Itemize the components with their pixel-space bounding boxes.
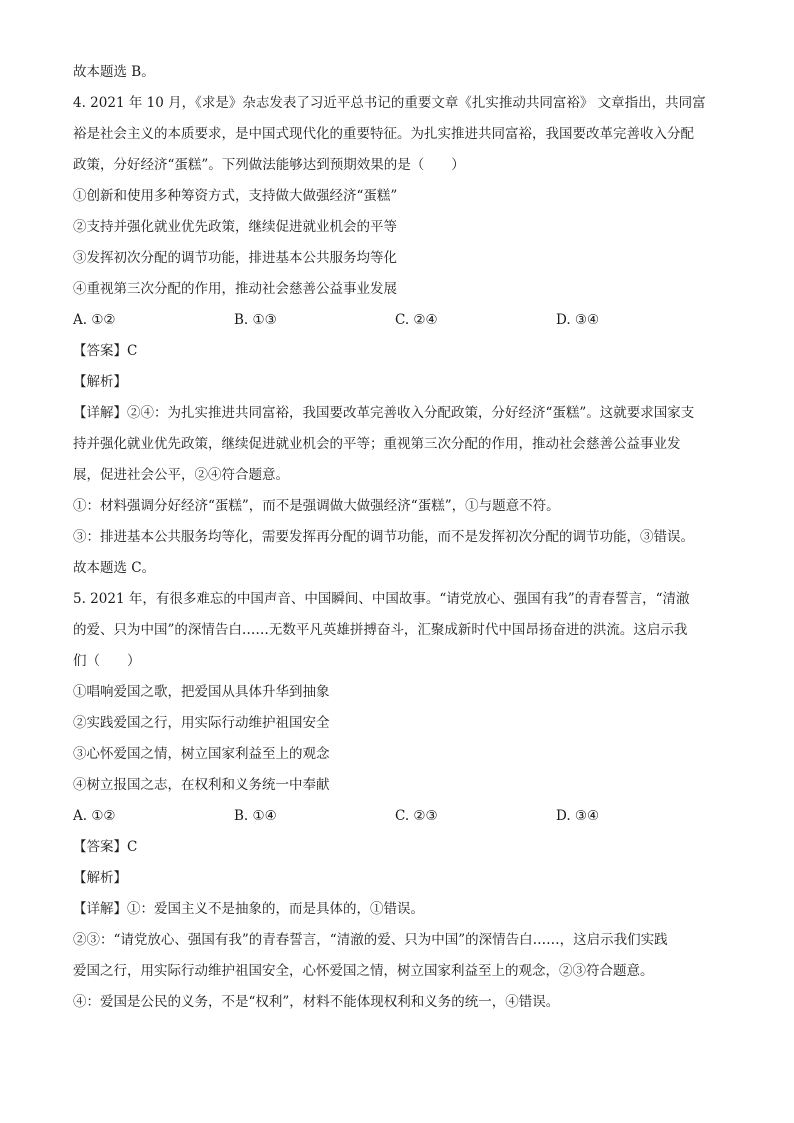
q4-stem-line: 裕是社会主义的本质要求，是中国式现代化的重要特征。为扎实推进共同富裕，我国要改革完善收入分配 — [73, 126, 694, 142]
q5-option-c: C. ②③ — [395, 808, 438, 824]
question-4 — [73, 93, 733, 578]
q5-detail-line: 爱国之行，用实际行动维护祖国安全，心怀爱国之情，树立国家利益至上的观念，②③符合题意。 — [73, 963, 654, 979]
q5-option-b: B. ①④ — [234, 808, 277, 824]
q5-stem-line: 5. 2021 年，有很多难忘的中国声音、中国瞬间、中国故事。“请党放心、强国有我”的青春誓言，“清澈 — [73, 591, 690, 607]
q4-option-b: B. ①③ — [234, 312, 277, 328]
q4-detail-line: ①：材料强调分好经济“蛋糕”，而不是强调做大做强经济“蛋糕”，①与题意不符。 — [73, 498, 560, 514]
q4-detail-line: 【详解】②④：为扎实推进共同富裕，我国要改革完善收入分配政策，分好经济“蛋糕”。这就要求国家支 — [73, 405, 695, 421]
exam-page — [73, 62, 733, 1023]
q4-statement: ③发挥初次分配的调节功能，排进基本公共服务均等化 — [73, 250, 397, 266]
q4-answer: 【答案】C — [73, 343, 138, 359]
q5-detail-line: 【详解】①：爱国主义不是抽象的，而是具体的，①错误。 — [73, 901, 424, 917]
q5-answer: 【答案】C — [73, 839, 138, 855]
q4-statement: ①创新和使用多种筹资方式，支持做大做强经济“蛋糕” — [73, 188, 398, 204]
q4-statement: ②支持并强化就业优先政策，继续促进就业机会的平等 — [73, 219, 397, 235]
question-5 — [73, 589, 733, 1012]
q4-detail-line: 持并强化就业优先政策，继续促进就业机会的平等；重视第三次分配的作用，推动社会慈善公益事业发 — [73, 436, 681, 452]
q4-analysis-label: 【解析】 — [73, 374, 127, 390]
q4-options — [73, 310, 733, 330]
q4-detail-line: 展，促进社会公平，②④符合题意。 — [73, 467, 289, 483]
q4-option-a: A. ①② — [73, 312, 116, 328]
q5-stem-line: 们（ ） — [73, 653, 141, 669]
q5-statement: ③心怀爱国之情，树立国家利益至上的观念 — [73, 746, 330, 762]
q5-option-d: D. ③④ — [556, 808, 600, 824]
q4-stem-line: 政策，分好经济“蛋糕”。下列做法能够达到预期效果的是（ ） — [73, 157, 465, 173]
q5-statement: ④树立报国之志，在权利和义务统一中奉献 — [73, 777, 330, 793]
q5-statement: ①唱响爱国之歌，把爱国从具体升华到抽象 — [73, 684, 330, 700]
q3-conclusion: 故本题选 B。 — [73, 64, 155, 80]
q5-options — [73, 806, 733, 826]
q4-option-d: D. ③④ — [556, 312, 600, 328]
q5-statement: ②实践爱国之行，用实际行动维护祖国安全 — [73, 715, 330, 731]
q5-analysis-label: 【解析】 — [73, 870, 127, 886]
q5-detail-line: ②③：“请党放心、强国有我”的青春誓言，“清澈的爱、只为中国”的深情告白……，这启示我们实践 — [73, 932, 668, 948]
q4-statement: ④重视第三次分配的作用，推动社会慈善公益事业发展 — [73, 281, 397, 297]
q4-detail-line: ③：排进基本公共服务均等化，需要发挥再分配的调节功能，而不是发挥初次分配的调节功能，③错误。 — [73, 529, 694, 545]
q5-option-a: A. ①② — [73, 808, 116, 824]
q4-detail-line: 故本题选 C。 — [73, 560, 156, 576]
q4-option-c: C. ②④ — [395, 312, 438, 328]
q5-detail-line: ④：爱国是公民的义务，不是“权利”，材料不能体现权利和义务的统一，④错误。 — [73, 994, 560, 1010]
q4-stem-line: 4. 2021 年 10 月，《求是》杂志发表了习近平总书记的重要文章《扎实推动共同富裕》 文章指出，共同富 — [73, 95, 706, 111]
q5-stem-line: 的爱、只为中国”的深情告白……无数平凡英雄拼搏奋斗，汇聚成新时代中国昂扬奋进的洪流。这启示我 — [73, 622, 688, 638]
